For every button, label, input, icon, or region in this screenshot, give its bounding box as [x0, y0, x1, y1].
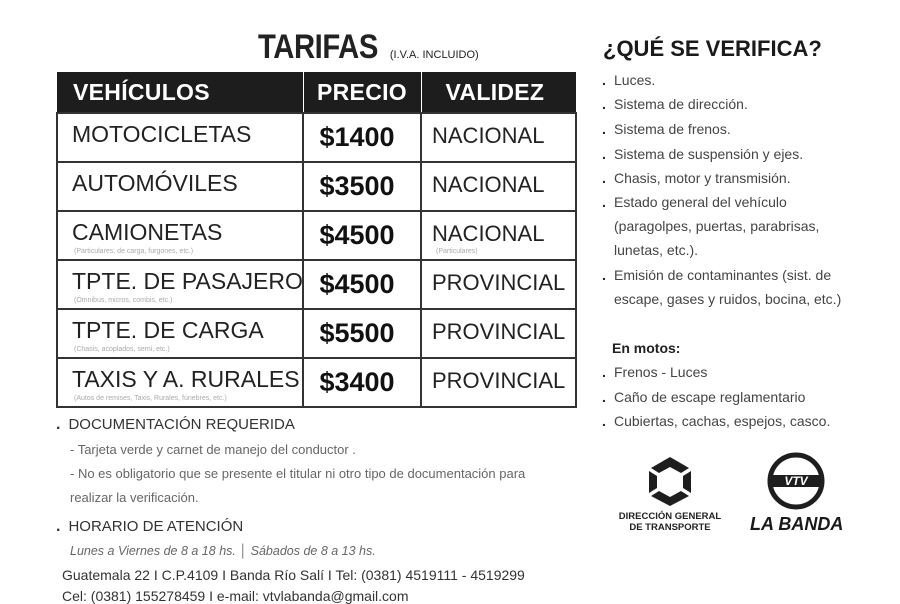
table-row — [57, 162, 576, 211]
vehicle-name: TAXIS Y A. RURALES — [72, 366, 300, 392]
verify-item: . Luces. — [602, 72, 656, 88]
header-validity: VALIDEZ — [421, 72, 576, 113]
price-value: $5500 — [319, 318, 395, 348]
vehicle-subtitle: (Ómnibus, micros, combis, etc.) — [74, 297, 173, 304]
table-row — [57, 113, 576, 162]
verify-item: . Sistema de suspensión y ejes. — [602, 146, 804, 162]
contact-line: Cel: (0381) 155278459 I e-mail: vtvlabanda@gmail.com — [62, 588, 409, 604]
header-price: PRECIO — [303, 72, 421, 113]
verify-item: . Sistema de frenos. — [602, 121, 731, 137]
hours-heading: . HORARIO DE ATENCIÓN — [56, 518, 244, 535]
vehicle-subtitle: (Autos de remises, Taxis, Rurales, fúnebres, etc.) — [74, 395, 227, 402]
iva-note: (I.V.A. INCLUIDO) — [389, 49, 479, 61]
price-value: $4500 — [319, 220, 395, 250]
verify-item: . Sistema de dirección. — [602, 96, 748, 112]
validity-value: NACIONAL — [432, 171, 545, 197]
documentation-line: - No es obligatorio que se presente el titular ni otro tipo de documentación para — [70, 466, 526, 481]
documentation-line: realizar la verificación. — [70, 490, 199, 505]
dgt-logo — [610, 455, 730, 545]
table-row — [57, 358, 576, 407]
documentation-line: - Tarjeta verde y carnet de manejo del conductor . — [70, 442, 356, 457]
vehicle-name: AUTOMÓVILES — [72, 170, 238, 196]
vehicle-name: TPTE. DE CARGA — [72, 317, 264, 343]
verify-item: . Estado general del vehículo — [602, 194, 787, 210]
table-row — [57, 260, 576, 309]
bullet-icon: . — [56, 518, 61, 535]
motos-item: . Cubiertas, cachas, espejos, casco. — [602, 413, 831, 429]
validity-value: PROVINCIAL — [432, 269, 566, 295]
vehicle-subtitle: (Chasis, acoplados, semi, etc.) — [74, 346, 170, 353]
table-row — [57, 309, 576, 358]
vehicle-name: MOTOCICLETAS — [72, 121, 252, 147]
verify-item: . Emisión de contaminantes (sist. de — [602, 267, 832, 283]
verify-title: ¿QUÉ SE VERIFICA? — [603, 36, 822, 61]
vtv-logo — [750, 452, 842, 547]
table-header-row — [57, 72, 576, 113]
verify-item-continuation: lunetas, etc.). — [614, 242, 699, 258]
dgt-emblem-icon — [641, 455, 699, 507]
validity-value: NACIONAL — [432, 220, 545, 246]
page-title: TARIFAS — [258, 28, 378, 66]
motos-item: . Frenos - Luces — [602, 364, 708, 380]
validity-value: PROVINCIAL — [432, 318, 566, 344]
verify-item-continuation: (paragolpes, puertas, parabrisas, — [614, 218, 820, 234]
tariff-table — [56, 72, 577, 408]
hours-text: Lunes a Viernes de 8 a 18 hs. │ Sábados de 8 a 13 hs. — [70, 544, 376, 558]
dgt-logo-text: DIRECCIÓN GENERAL DE TRANSPORTE — [618, 511, 722, 533]
price-value: $4500 — [319, 269, 395, 299]
table-row — [57, 211, 576, 260]
header-vehicle: VEHÍCULOS — [57, 72, 303, 113]
tarifas-heading — [258, 28, 479, 67]
address-line: Guatemala 22 I C.P.4109 I Banda Río Salí I Tel: (0381) 4519111 - 4519299 — [62, 567, 525, 583]
verify-item: . Chasis, motor y transmisión. — [602, 170, 791, 186]
documentation-heading: . DOCUMENTACIÓN REQUERIDA — [56, 416, 295, 433]
price-value: $3400 — [319, 367, 395, 397]
verify-item-continuation: escape, gases y ruidos, bocina, etc.) — [614, 291, 842, 307]
validity-value: NACIONAL — [432, 122, 545, 148]
svg-text:VTV: VTV — [784, 474, 808, 488]
validity-value: PROVINCIAL — [432, 367, 566, 393]
vtv-emblem-icon — [766, 452, 826, 510]
motos-heading: En motos: — [612, 340, 681, 356]
vehicle-name: CAMIONETAS — [72, 219, 223, 245]
price-value: $1400 — [319, 122, 395, 152]
vtv-logo-text: LA BANDA — [750, 514, 844, 534]
motos-item: . Caño de escape reglamentario — [602, 389, 806, 405]
vehicle-subtitle: (Particulares, de carga, furgones, etc.) — [74, 248, 194, 255]
validity-subtitle: (Particulares) — [436, 248, 478, 255]
price-value: $3500 — [319, 171, 395, 201]
bullet-icon: . — [56, 416, 61, 433]
vehicle-name: TPTE. DE PASAJERO — [72, 268, 303, 294]
